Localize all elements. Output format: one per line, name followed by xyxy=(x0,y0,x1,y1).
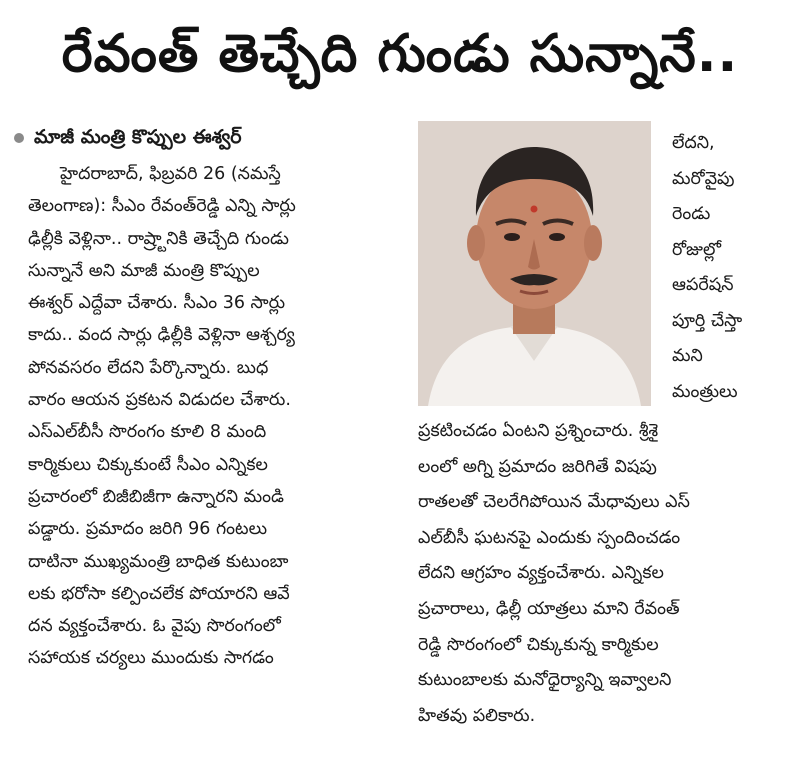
text-line: ఢిల్లీకి వెళ్లినా.. రాష్ర్టానికి తెచ్చేది గుండు xyxy=(28,228,289,249)
text-line: రెండు xyxy=(672,204,711,224)
text-line: లేదని, xyxy=(672,133,715,153)
text-line: సహాయక చర్యలు ముందుకు సాగడం xyxy=(28,648,274,669)
text-line: మంత్రులు xyxy=(672,381,738,402)
text-line: రోజుల్లో xyxy=(672,239,721,260)
portrait-photo xyxy=(418,121,651,406)
article-body-left-column xyxy=(28,158,400,675)
text-line: మని xyxy=(672,346,703,366)
text-line: వారం ఆయన ప్రకటన విడుదల చేశారు. xyxy=(28,390,291,411)
text-line: కార్మికులు చిక్కుకుంటే సీఎం ఎన్నికల xyxy=(28,454,268,475)
text-line: ఎల్‌బీసీ ఘటనపై ఎందుకు స్పందించడం xyxy=(418,527,681,548)
text-line: కాదు.. వంద సార్లు ఢిల్లీకి వెళ్లినా ఆశ్చర్య xyxy=(28,325,295,346)
byline xyxy=(14,122,394,152)
text-line: పోనవసరం లేదని పేర్కొన్నారు. బుధ xyxy=(28,357,269,378)
text-line: ప్రచారంలో బిజీబిజీగా ఉన్నారని మండి xyxy=(28,486,284,507)
text-line: పూర్తి చేస్తా xyxy=(672,310,743,331)
bullet-icon xyxy=(14,133,24,143)
text-line: కుటుంబాలకు మనోధైర్యాన్ని ఇవ్వాలని xyxy=(418,670,672,691)
text-line: దాటినా ముఖ్యమంత్రి బాధిత కుటుంబా xyxy=(28,551,289,572)
text-line: మరోవైపు xyxy=(672,168,735,189)
text-line: ప్రకటించడం ఏంటని ప్రశ్నించారు. శ్రీశై xyxy=(418,421,659,441)
portrait-illustration xyxy=(418,121,651,406)
text-line: రాతలతో చెలరేగిపోయిన మేధావులు ఎస్ xyxy=(418,492,690,513)
text-line: హితవు పలికారు. xyxy=(418,705,536,726)
text-line: ప్రచారాలు, ఢిల్లీ యాత్రలు మాని రేవంత్ xyxy=(418,598,680,619)
text-line: రెడ్డి సొరంగంలో చిక్కుకున్న కార్మికుల xyxy=(418,634,659,655)
text-line: ఆపరేషన్ xyxy=(672,275,734,295)
text-line: హైదరాబాద్, ఫిబ్రవరి 26 (నమస్తే xyxy=(60,164,281,184)
article-headline: రేవంత్ తెచ్చేది గుండు సున్నానే.. xyxy=(61,24,739,84)
text-line: తెలంగాణ): సీఎం రేవంత్‌రెడ్డి ఎన్ని సార్లు xyxy=(28,196,296,217)
text-line: సున్నానే అని మాజీ మంత్రి కొప్పుల xyxy=(28,260,260,281)
text-line: పడ్డారు. ప్రమాదం జరిగి 96 గంటలు xyxy=(28,519,268,540)
article-body-side-column xyxy=(672,126,792,410)
text-line: లంలో అగ్ని ప్రమాదం జరిగితే విషపు xyxy=(418,456,657,477)
text-line: ఈశ్వర్ ఎద్దేవా చేశారు. సీఎం 36 సార్లు xyxy=(28,293,286,314)
byline-text: మాజీ మంత్రి కొప్పుల ఈశ్వర్ xyxy=(34,126,242,148)
text-line: లకు భరోసా కల్పించలేక పోయారని ఆవే xyxy=(28,583,290,604)
text-line: లేదని ఆగ్రహం వ్యక్తంచేశారు. ఎన్నికల xyxy=(418,563,664,584)
text-line: ఎస్‌ఎల్‌బీసీ సొరంగం కూలి 8 మంది xyxy=(28,422,267,443)
text-line: దన వ్యక్తంచేశారు. ఓ వైపు సొరంగంలో xyxy=(28,616,281,637)
article-body-right-column xyxy=(418,414,792,734)
